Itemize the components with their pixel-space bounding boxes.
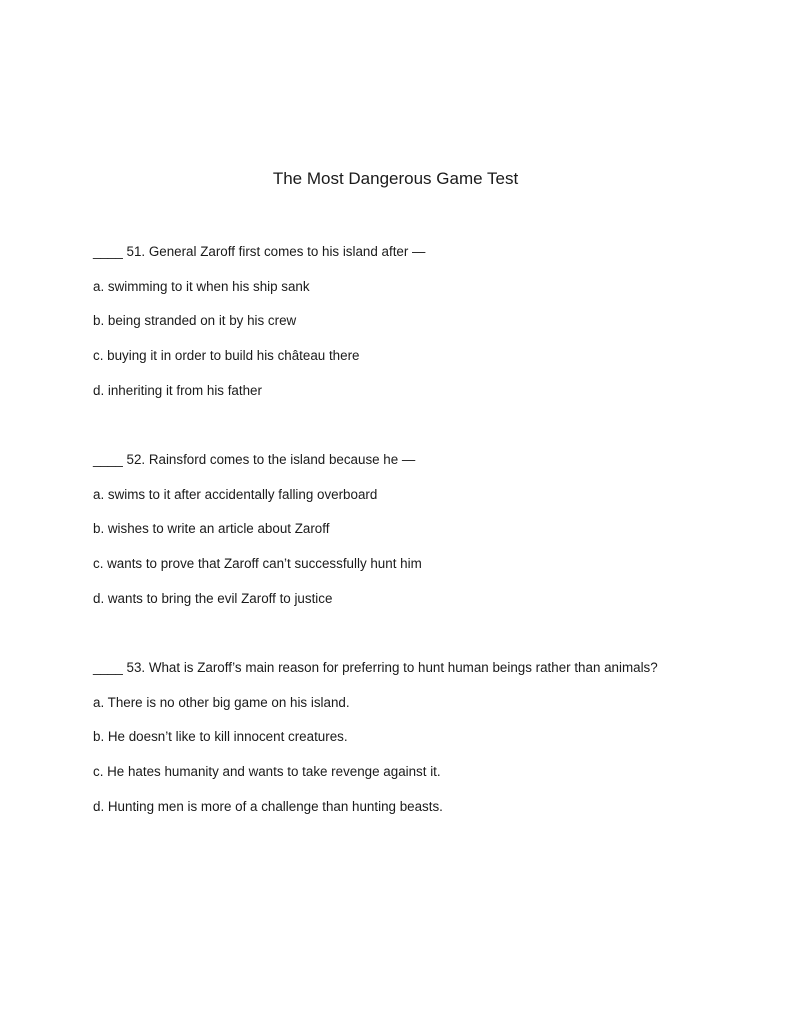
question-stem: ____ 53. What is Zaroff’s main reason for preferring to hunt human beings rather than animals?: [93, 660, 658, 675]
page-title: The Most Dangerous Game Test: [272, 169, 519, 188]
question-stem: ____ 51. General Zaroff first comes to his island after —: [93, 244, 426, 259]
question-52: [93, 451, 733, 608]
answer-option-b: b. being stranded on it by his crew: [93, 313, 297, 329]
answer-option-c: c. He hates humanity and wants to take revenge against it.: [93, 764, 441, 780]
question-51: [93, 243, 733, 400]
answer-option-d: d. Hunting men is more of a challenge than hunting beasts.: [93, 798, 443, 814]
answer-option-c: c. buying it in order to build his château there: [93, 348, 360, 364]
answer-option-d: d. wants to bring the evil Zaroff to justice: [93, 590, 333, 606]
answer-option-b: b. He doesn’t like to kill innocent creatures.: [93, 729, 348, 745]
answer-option-a: a. swimming to it when his ship sank: [93, 278, 310, 294]
answer-option-b: b. wishes to write an article about Zaroff: [93, 521, 330, 537]
question-53: [93, 659, 733, 816]
answer-option-c: c. wants to prove that Zaroff can’t successfully hunt him: [93, 556, 422, 572]
question-stem: ____ 52. Rainsford comes to the island because he —: [93, 452, 416, 467]
answer-option-a: a. There is no other big game on his island.: [93, 694, 350, 710]
answer-option-a: a. swims to it after accidentally falling overboard: [93, 486, 378, 502]
answer-option-d: d. inheriting it from his father: [93, 382, 262, 398]
